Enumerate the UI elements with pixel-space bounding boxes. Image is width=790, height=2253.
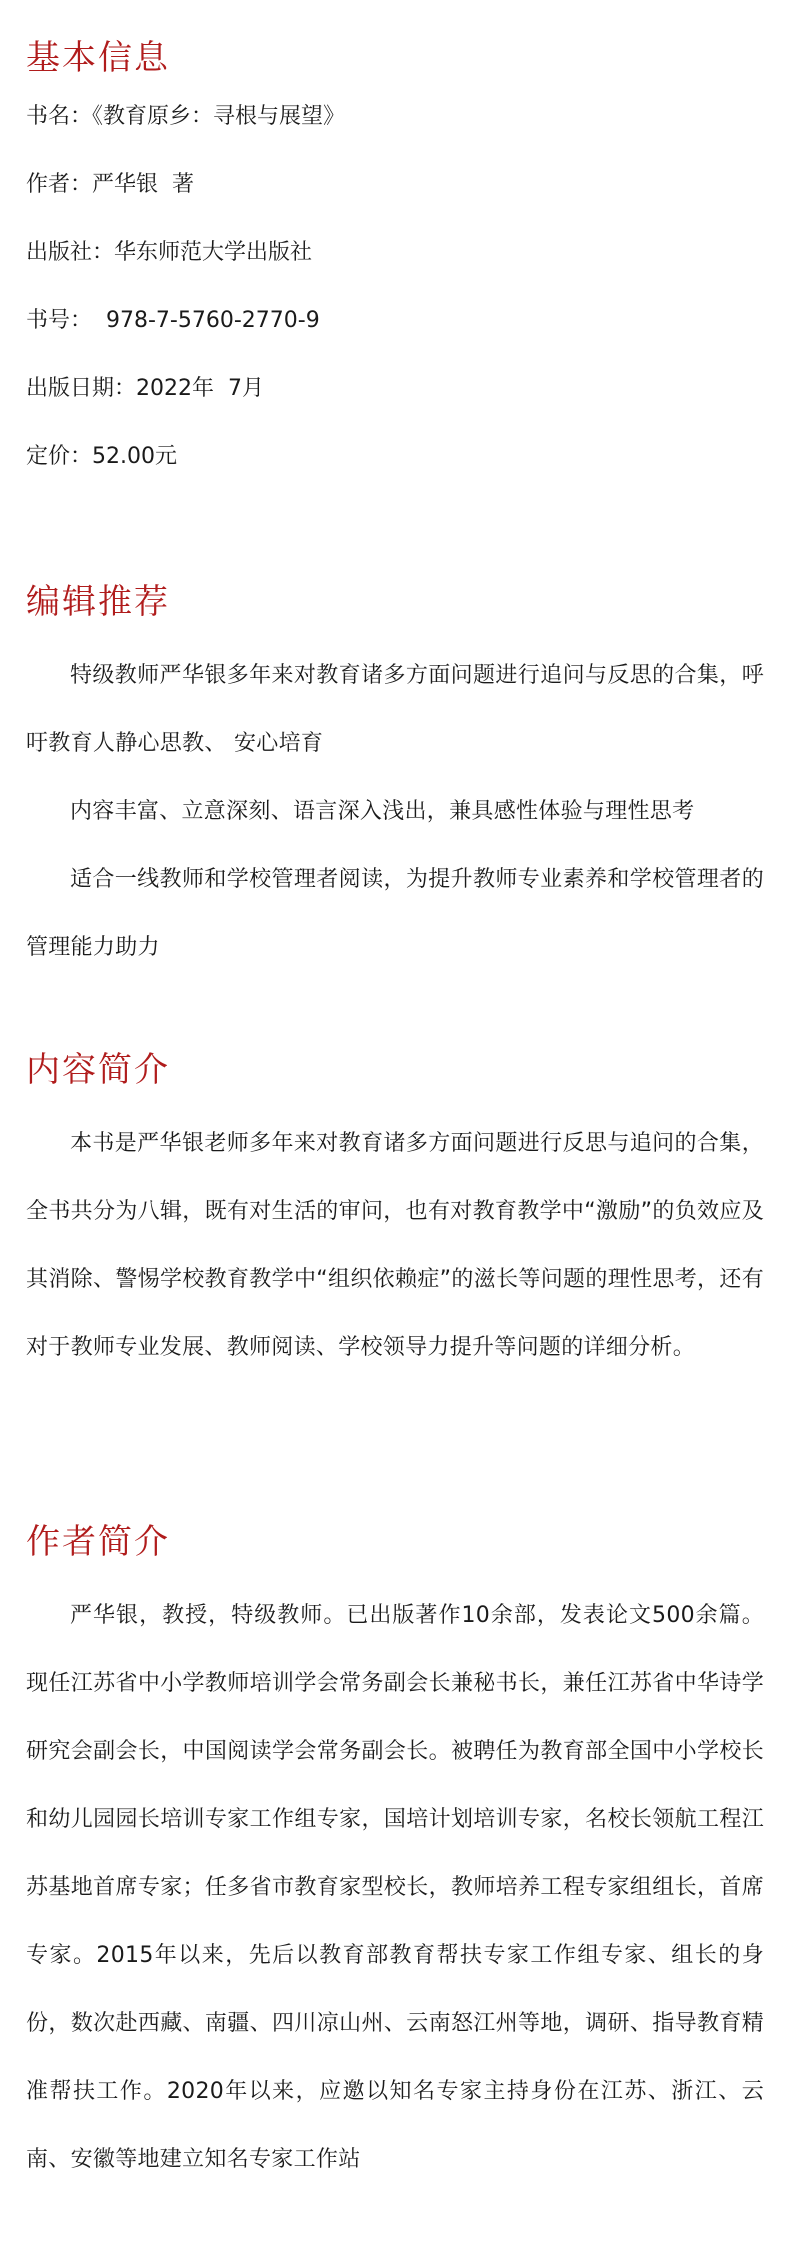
book-isbn-line: 书号： 978-7-5760-2770-9	[26, 308, 320, 333]
content-intro-section	[26, 1048, 764, 1382]
book-author-line: 作者：严华银 著	[26, 172, 194, 197]
editor-recommendation-heading: 编辑推荐	[26, 582, 170, 622]
author-intro-section	[26, 1520, 764, 2194]
book-date-line: 出版日期：2022年 7月	[26, 376, 264, 401]
author-intro-heading: 作者简介	[26, 1522, 170, 1562]
basic-info-heading: 基本信息	[26, 38, 170, 78]
author-intro-paragraph: 严华银，教授，特级教师。已出版著作10余部，发表论文500余篇。现任江苏省中小学教师培训学会常务副会长兼秘书长，兼任江苏省中华诗学研究会副会长，中国阅读学会常务副会长。被聘任为教育部全国中小学校长和幼儿园园长培训专家工作组专家，国培计划培训专家，名校长领航工程江苏基地首席专家；任多省市教育家型校长，教师培养工程专家组组长，首席专家。2015年以来，先后以教育部教育帮扶专家工作组专家、组长的身份，数次赴西藏、南疆、四川凉山州、云南怒江州等地，调研、指导教育精准帮扶工作。2020年以来，应邀以知名专家主持身份在江苏、浙江、云南、安徽等地建立知名专家工作站	[26, 1603, 764, 2172]
editor-recommendation-paragraph: 适合一线教师和学校管理者阅读，为提升教师专业素养和学校管理者的管理能力助力	[26, 867, 764, 960]
editor-recommendation-paragraph: 内容丰富、立意深刻、语言深入浅出，兼具感性体验与理性思考	[70, 799, 695, 824]
basic-info-section	[26, 36, 764, 510]
book-price-line: 定价：52.00元	[26, 444, 177, 469]
book-title-line: 书名：《教育原乡：寻根与展望》	[26, 104, 346, 129]
content-intro-heading: 内容简介	[26, 1050, 170, 1090]
editor-recommendation-section	[26, 580, 764, 982]
editor-recommendation-paragraph: 特级教师严华银多年来对教育诸多方面问题进行追问与反思的合集，呼吁教育人静心思教、 安心培育	[26, 663, 764, 756]
content-intro-paragraph: 本书是严华银老师多年来对教育诸多方面问题进行反思与追问的合集，全书共分为八辑，既有对生活的审问，也有对教育教学中“激励”的负效应及其消除、警惕学校教育教学中“组织依赖症”的滋长等问题的理性思考，还有对于教师专业发展、教师阅读、学校领导力提升等问题的详细分析。	[26, 1131, 764, 1360]
book-publisher-line: 出版社：华东师范大学出版社	[26, 240, 313, 265]
